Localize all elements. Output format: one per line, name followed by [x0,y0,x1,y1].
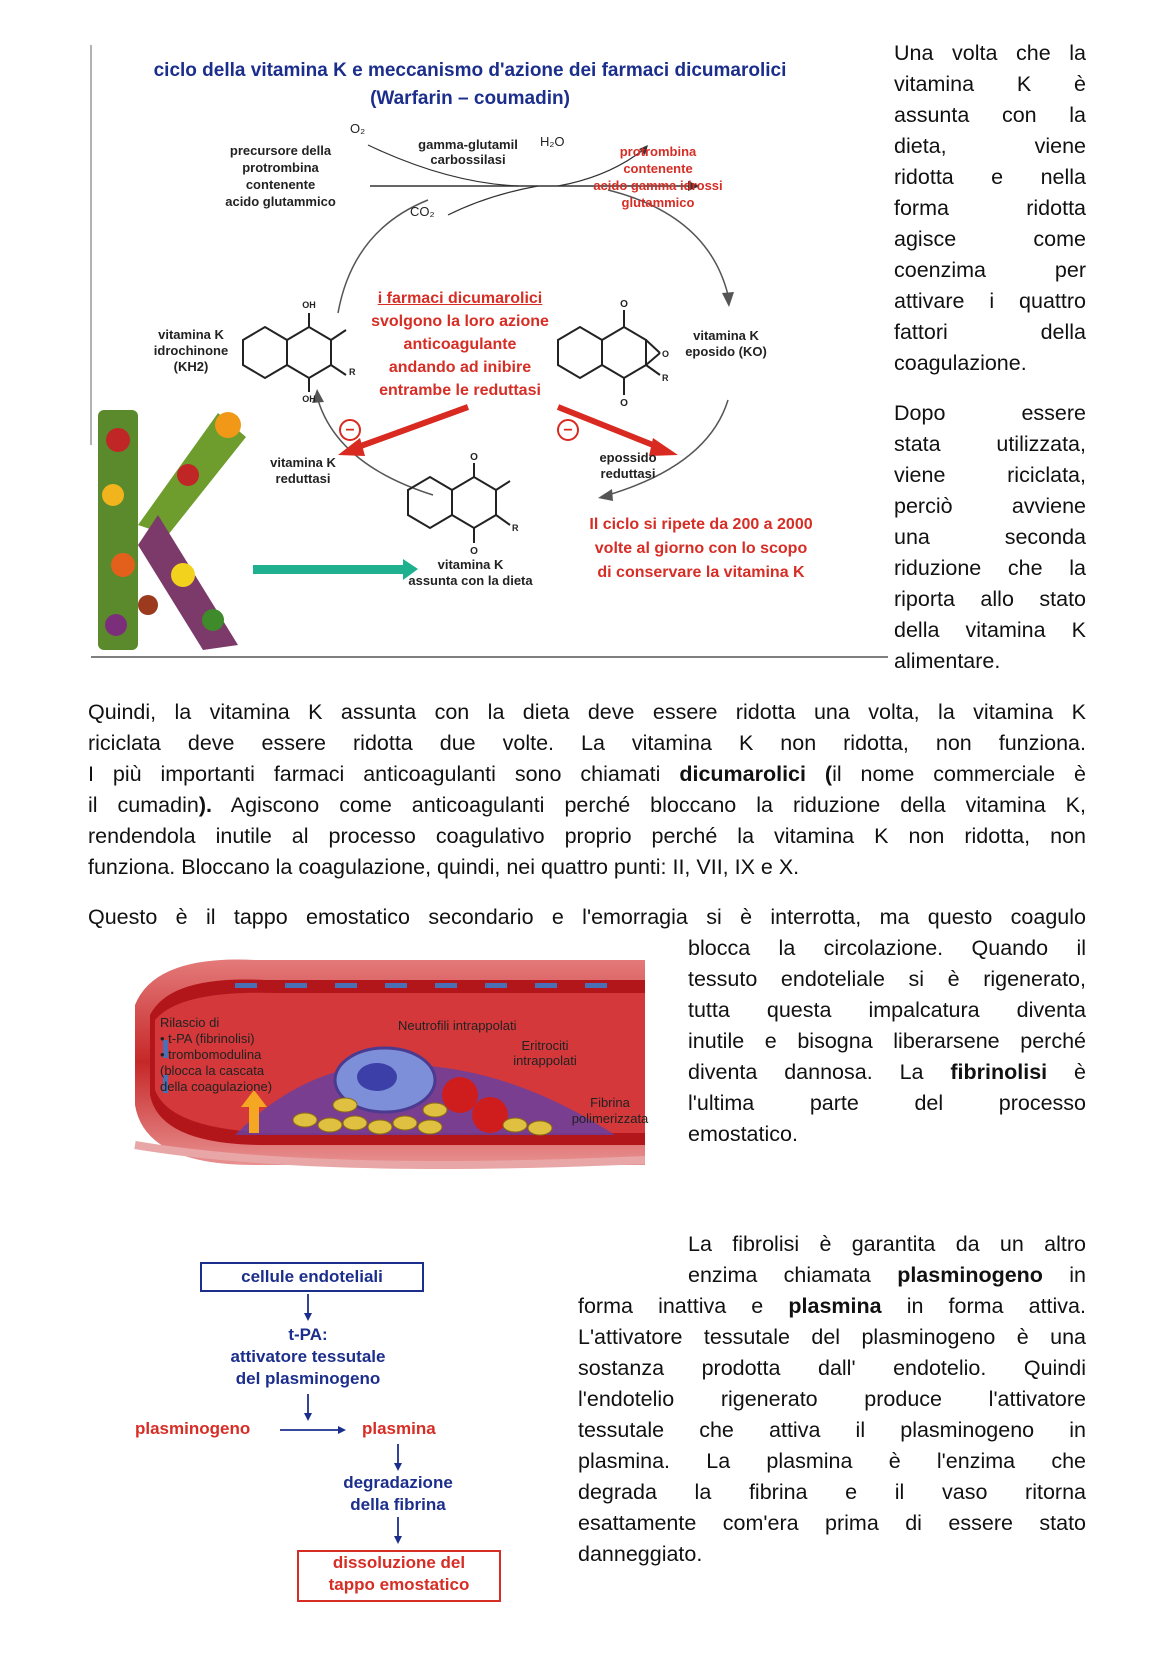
vegetable-k-letter [98,410,246,650]
kh2-structure [243,313,346,392]
plasmin-label: plasmina [362,1419,436,1438]
plasminogen-label: plasminogeno [135,1419,251,1438]
erythrocytes-label: Eritrociti intrappolati [513,1038,577,1068]
ko-structure [558,310,660,395]
carboxylase-label: gamma-glutamil carbossilasi [418,137,518,167]
minus-right: − [563,422,573,439]
paragraph-fibrinolisi: blocca la circolazione. Quando il tessuto endoteliale si è rigenerato, tutta questa impalcatura diventa inutile e bisogna liberarsene perché diventa dannosa. La fibrinolisi è l'ultima parte del processo emostatico. [688,936,1086,1146]
ko-o-epoxide: O [662,349,670,359]
tpa-label: t-PA: attivatore tessutale del plasminogeno [230,1325,386,1388]
paragraph-plasminogen: forma inattiva e plasmina in forma attiva. L'attivatore tessutale del plasminogeno è una sostanza prodotta dall' endotelio. Quindi l'endotelio rigenerato produce l'attivatore tessutale che attiva il plasminogeno in plasmina. La plasmina è l'enzima che degrada la fibrina e il vaso ritorna esattamente com'era prima di essere stato danneggiato. [578,1294,1086,1566]
product-label: protrombina contenente acido gamma idrossi glutammico [593,144,723,210]
fibrin-degradation-label: degradazione della fibrina [343,1473,453,1514]
precursor-label: precursore della protrombina contenente acido glutammico [225,143,336,209]
k-o-bottom: O [470,546,478,557]
side-text-recycling: Dopo essere stata utilizzata, viene riciclata, perciò avviene una seconda riduzione che la riporta allo stato della vitamina K alimentare. [894,401,1086,673]
epoxide-reductase-label: epossido reduttasi [599,450,657,481]
fibrin-label: Fibrina polimerizzata [571,1095,649,1126]
k-o-top: O [470,452,478,463]
vitamin-k-cycle-figure [88,45,888,660]
o2-label: O₂ [350,121,366,136]
dietary-vitamin-k-label: vitamina K assunta con la dieta [408,557,533,588]
figure1-title: ciclo della vitamina K e meccanismo d'azione dei farmaci dicumarolici [153,60,787,81]
ko-label: vitamina K eposido (KO) [685,328,767,359]
paragraph-tappo-line1: Questo è il tappo emostatico secondario e l'emorragia si è interrotta, ma questo coagulo [88,905,1086,929]
kh2-label: vitamina K idrochinone (KH2) [153,327,229,374]
co2-label: CO₂ [410,204,435,219]
kh2-r: R [349,367,356,377]
neutrophils-label: Neutrofili intrappolati [398,1018,517,1033]
ko-r: R [662,373,669,383]
paragraph-plasminogen-top: La fibrolisi è garantita da un altro enzima chiamata plasminogeno in [688,1232,1086,1287]
clot-dissolution-box: dissoluzione del tappo emostatico [297,1550,501,1602]
tpa-release-label: Rilascio di • t-PA (fibrinolisi) • trombomodulina (blocca la cascata della coagulazione) [160,1015,273,1094]
vitamin-k-reductase-label: vitamina K reduttasi [270,455,336,486]
endothelial-cells-box: cellule endoteliali [200,1262,424,1292]
h2o-label: H₂O [540,134,565,149]
ko-o-bottom: O [620,398,628,409]
paragraph-dicumarolici: Quindi, la vitamina K assunta con la dieta deve essere ridotta una volta, la vitamina K riciclata deve essere ridotta due volte. La vitamina K non ridotta, non funziona. I più importanti farmaci anticoagulanti sono chiamati dicumarolici (il nome commerciale è il cumadin). Agiscono come anticoagulanti perché bloccano la riduzione della vitamina K, rendendola inutile al processo coagulativo proprio perché la vitamina K non ridotta, non funziona. Bloccano la coagulazione, quindi, nei quattro punti: II, VII, IX e X. [88,700,1086,879]
vitamin-k-structure [408,463,510,543]
k-r: R [512,523,519,533]
figure1-subtitle: (Warfarin – coumadin) [370,88,570,109]
fibrinolysis-scheme [125,1262,545,1622]
dicumarol-note: i farmaci dicumarolici svolgono la loro azione anticoagulante andando ad inibire entrambe le reduttasi [371,290,549,399]
cycle-repeat-note: Il ciclo si ripete da 200 a 2000 volte al giorno con lo scopo di conservare la vitamina K [589,516,813,581]
blood-vessel-figure [115,945,649,1185]
side-text-vitamin-k: Una volta che la vitamina K è assunta con la dieta, viene ridotta e nella forma ridotta agisce come coenzima per attivare i quattro fattori della coagulazione. [894,41,1086,375]
minus-left: − [345,422,355,439]
kh2-oh-top: OH [302,300,316,310]
kh2-oh-bottom: OH [302,394,316,404]
ko-o-top: O [620,299,628,310]
